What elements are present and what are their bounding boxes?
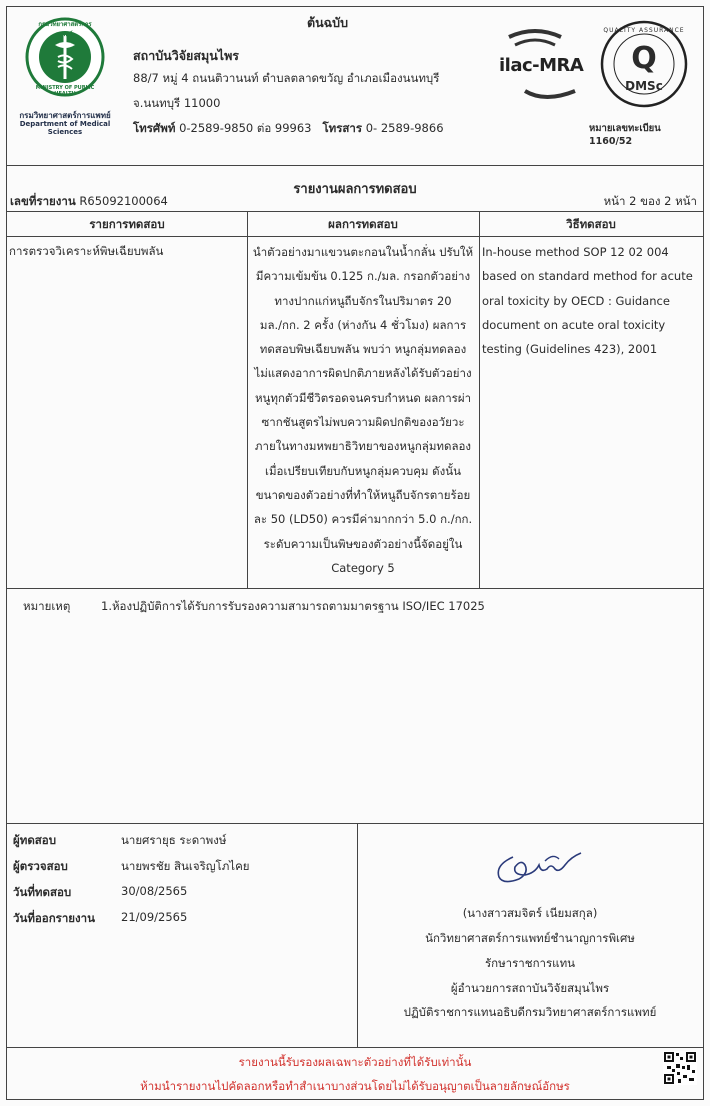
method-line: document on acute oral toxicity xyxy=(482,317,666,332)
signatory-title-2: รักษาราชการแทน xyxy=(484,956,576,970)
footer-notice-1: รายงานนี้รับรองผลเฉพาะตัวอย่างที่ได้รับเท่านั้น xyxy=(238,1055,472,1069)
tester-label: ผู้ทดสอบ xyxy=(13,833,57,847)
result-text xyxy=(247,240,479,580)
report-no-label: เลขที่รายงาน xyxy=(10,194,76,208)
phone-value: 0-2589-9850 ต่อ 99963 xyxy=(179,121,312,135)
ilac-mra-logo xyxy=(495,27,595,103)
report-no: R65092100064 xyxy=(79,194,168,208)
dept-name-th: กรมวิทยาศาสตร์การแพทย์ xyxy=(19,111,111,120)
report-number-line xyxy=(10,193,168,211)
result-line: เมื่อเปรียบเทียบกับหนูกลุ่มควบคุม ดังนั้น xyxy=(265,463,461,478)
phone-label: โทรศัพท์ xyxy=(133,121,176,135)
remarks-text: 1.ห้องปฏิบัติการได้รับการรับรองความสามารถตามมาตรฐาน ISO/IEC 17025 xyxy=(101,599,485,613)
result-line: ภายในทางมหพยาธิวิทยาของหนูกลุ่มทดลอง xyxy=(254,439,472,454)
page-info: หน้า 2 ของ 2 หน้า xyxy=(603,194,697,208)
remarks-label: หมายเหตุ xyxy=(23,599,71,613)
address-line1: 88/7 หมู่ 4 ถนนติวานนท์ ตำบลตลาดขวัญ อำเภอเมืองนนทบุรี xyxy=(133,71,440,85)
test-date: 30/08/2565 xyxy=(121,884,188,898)
method-line: oral toxicity by OECD : Guidance xyxy=(482,293,670,308)
qr-code xyxy=(663,1051,697,1085)
report-title: รายงานผลการทดสอบ xyxy=(293,182,417,197)
fax-label: โทรสาร xyxy=(322,121,363,135)
method-line: In-house method SOP 12 02 004 xyxy=(482,245,669,259)
signatory-name: (นางสาวสมจิตร์ เนียมสกุล) xyxy=(462,906,598,920)
checker-name: นายพรชัย สินเจริญโภไคย xyxy=(121,859,250,873)
method-line: testing (Guidelines 423), 2001 xyxy=(482,342,658,357)
fax-value: 0- 2589-9866 xyxy=(365,121,444,135)
ilac-text: ilac-MRA xyxy=(499,55,584,76)
contact-line xyxy=(133,120,444,138)
result-line: มีความเข้มข้น 0.125 ก./มล. กรอกตัวอย่าง xyxy=(255,269,471,284)
qa-seal-bottom-text: DMSc xyxy=(625,79,663,93)
header-method: วิธีทดสอบ xyxy=(566,217,616,231)
copy-mark: ต้นฉบับ xyxy=(307,15,349,30)
test-item: การตรวจวิเคราะห์พิษเฉียบพลัน xyxy=(9,244,164,258)
signatory-title-3: ผู้อำนวยการสถาบันวิจัยสมุนไพร xyxy=(450,981,610,995)
header-test-item: รายการทดสอบ xyxy=(89,217,165,231)
qa-seal-letter: Q xyxy=(631,41,657,76)
result-line: ซากชันสูตรไม่พบความผิดปกติของอวัยวะ xyxy=(261,415,465,430)
qa-seal-top-text: QUALITY ASSURANCE xyxy=(603,27,685,34)
tester-name: นายศรายุธ ระดาพงษ์ xyxy=(121,833,227,847)
issue-date-label: วันที่ออกรายงาน xyxy=(13,911,95,925)
result-line: Category 5 xyxy=(331,560,395,575)
result-line: ทางปากแก่หนูถีบจักรในปริมาตร 20 xyxy=(274,293,452,308)
signatory-title-1: นักวิทยาศาสตร์การแพทย์ชำนาญการพิเศษ xyxy=(425,931,635,945)
dept-logo-top-text: กรมวิทยาศาสตร์การแพทย์ xyxy=(38,21,92,38)
department-logo xyxy=(25,17,105,97)
report-page xyxy=(6,6,704,1100)
institute-name: สถาบันวิจัยสมุนไพร xyxy=(133,48,240,63)
result-line: หนูทุกตัวมีชีวิตรอดจนครบกำหนด ผลการผ่า xyxy=(254,390,472,405)
quality-assurance-seal xyxy=(599,19,689,109)
checker-label: ผู้ตรวจสอบ xyxy=(13,859,68,873)
method-text xyxy=(482,240,701,361)
result-line: ไม่แสดงอาการผิดปกติภายหลังได้รับตัวอย่าง xyxy=(254,366,472,381)
test-date-label: วันที่ทดสอบ xyxy=(13,885,72,899)
header-result: ผลการทดสอบ xyxy=(328,217,398,231)
method-line: based on standard method for acute xyxy=(482,269,693,284)
footer-notice-2: ห้ามนำรายงานไปคัดลอกหรือทำสำเนาบางส่วนโดยไม่ได้รับอนุญาตเป็นลายลักษณ์อักษร xyxy=(140,1079,570,1093)
result-line: ขนาดของตัวอย่างที่ทำให้หนูถีบจักรตายร้อย xyxy=(255,487,471,502)
signature xyxy=(485,843,595,889)
dept-logo-bottom-text: MINISTRY OF PUBLIC HEALTH xyxy=(35,85,95,97)
dept-name-en: Department of Medical Sciences xyxy=(19,120,111,136)
registration-number: หมายเลขทะเบียน 1160/52 xyxy=(589,123,661,147)
result-line: ละ 50 (LD50) ควรมีค่ามากกว่า 5.0 ก./กก. xyxy=(253,512,473,527)
result-line: นำตัวอย่างมาแขวนตะกอนในน้ำกลั่น ปรับให้ xyxy=(252,245,474,259)
result-line: ระดับความเป็นพิษของตัวอย่างนี้จัดอยู่ใน xyxy=(263,536,463,551)
signatory-title-4: ปฏิบัติราชการแทนอธิบดีกรมวิทยาศาสตร์การแพทย์ xyxy=(403,1005,657,1019)
address-line2: จ.นนทบุรี 11000 xyxy=(133,96,221,110)
issue-date: 21/09/2565 xyxy=(121,910,188,924)
result-line: ทดสอบพิษเฉียบพลัน พบว่า หนูกลุ่มทดลอง xyxy=(259,342,467,357)
result-line: มล./กก. 2 ครั้ง (ห่างกัน 4 ชั่วโมง) ผลการ xyxy=(259,317,467,332)
